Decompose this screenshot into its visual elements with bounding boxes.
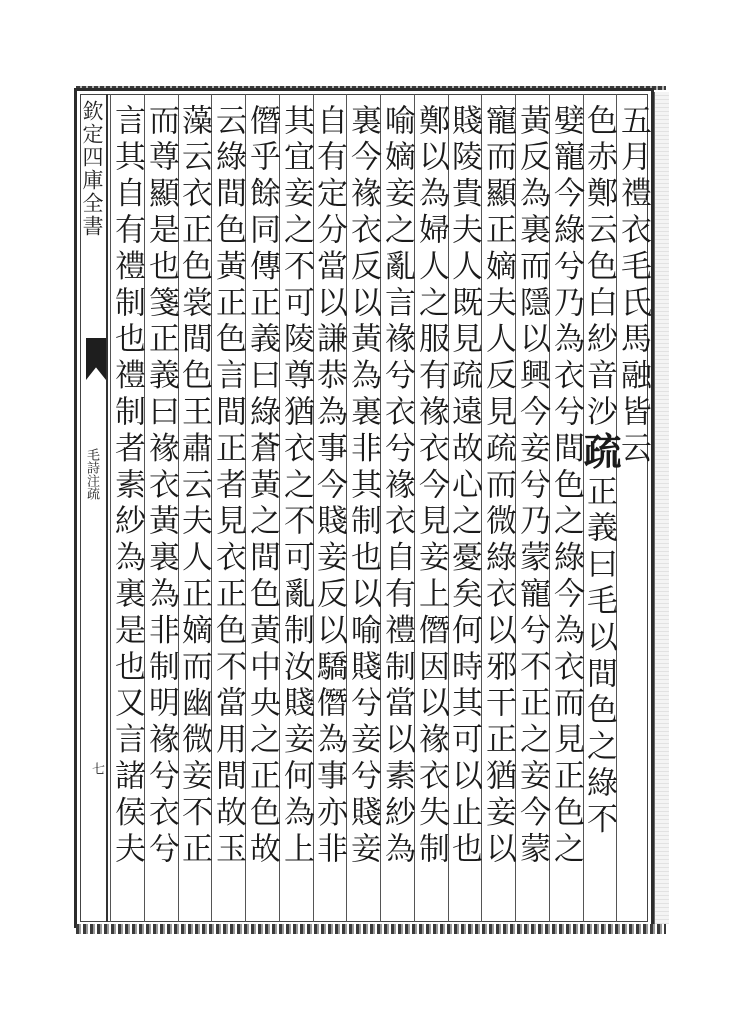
column-text: 言其自有禮制也禮制者素紗為裏是也又言諸侯夫 (109, 104, 145, 869)
column-text: 自有定分當以謙恭為事今賤妾反以驕僭為事亦非 (311, 104, 347, 869)
column-text: 云綠間色黃正色言間正者見衣正色不當用間故玉 (210, 104, 246, 869)
text-column (209, 104, 247, 916)
column-text: 藻云衣正色裳間色王肅云夫人正嫡而幽微妾不正 (176, 104, 212, 869)
text-column (378, 104, 416, 916)
text-column (547, 104, 585, 916)
column-text: 而尊顯是也箋正義曰褖衣黃裏為非制明褖兮衣兮 (143, 104, 179, 869)
commentary-marker: 疏 (577, 431, 622, 476)
text-column (577, 104, 622, 916)
text-column (142, 104, 180, 916)
book-title: 毛詩注疏 (84, 448, 99, 500)
text-column (445, 104, 483, 916)
bottom-border-band (76, 924, 666, 934)
page-number: 七 (89, 762, 104, 775)
column-text: 黃反為裏而隱以興今妾兮乃蒙寵兮不正之妾今蒙 (514, 104, 550, 869)
column-text: 色赤鄭云色白紗音沙 (581, 104, 617, 432)
text-column (310, 104, 348, 916)
column-text: 五月禮衣毛氏馬融皆云 (615, 104, 651, 468)
column-text-continued: 正義曰毛以間色之綠不 (581, 475, 617, 840)
column-text: 裏今褖衣反以黃為裏非其制也以喻賤兮妾兮賤妾 (345, 104, 381, 869)
text-column (175, 104, 213, 916)
column-text: 寵而顯正嫡夫人反見疏而微綠衣以邪干正猶妾以 (480, 104, 516, 869)
text-column (479, 104, 517, 916)
column-text: 其宜妾之不可陵尊猶衣之不可亂制汝賤妾何為上 (278, 104, 314, 869)
text-column (344, 104, 382, 916)
collection-title: 欽定四庫全書 (80, 100, 104, 238)
column-text: 鄭以為婦人之服有褖衣今見妾上僭因以褖衣失制 (413, 104, 449, 869)
column-text: 喻嫡妾之亂言褖兮衣兮褖衣自有禮制當以素紗為 (379, 104, 415, 869)
text-column (243, 104, 281, 916)
column-text: 賤陵貴夫人既見疏遠故心之憂矣何時其可以止也 (446, 104, 482, 869)
text-column (277, 104, 315, 916)
text-column (614, 104, 652, 916)
column-text: 僭乎餘同傳正義曰綠蒼黃之間色黃中央之正色故 (244, 104, 280, 869)
text-column (513, 104, 551, 916)
page-edge-texture (654, 92, 669, 924)
column-text: 嬖寵今綠兮乃為衣兮間色之綠今為衣而見正色之 (548, 104, 584, 869)
text-column (108, 104, 146, 916)
text-column (412, 104, 450, 916)
